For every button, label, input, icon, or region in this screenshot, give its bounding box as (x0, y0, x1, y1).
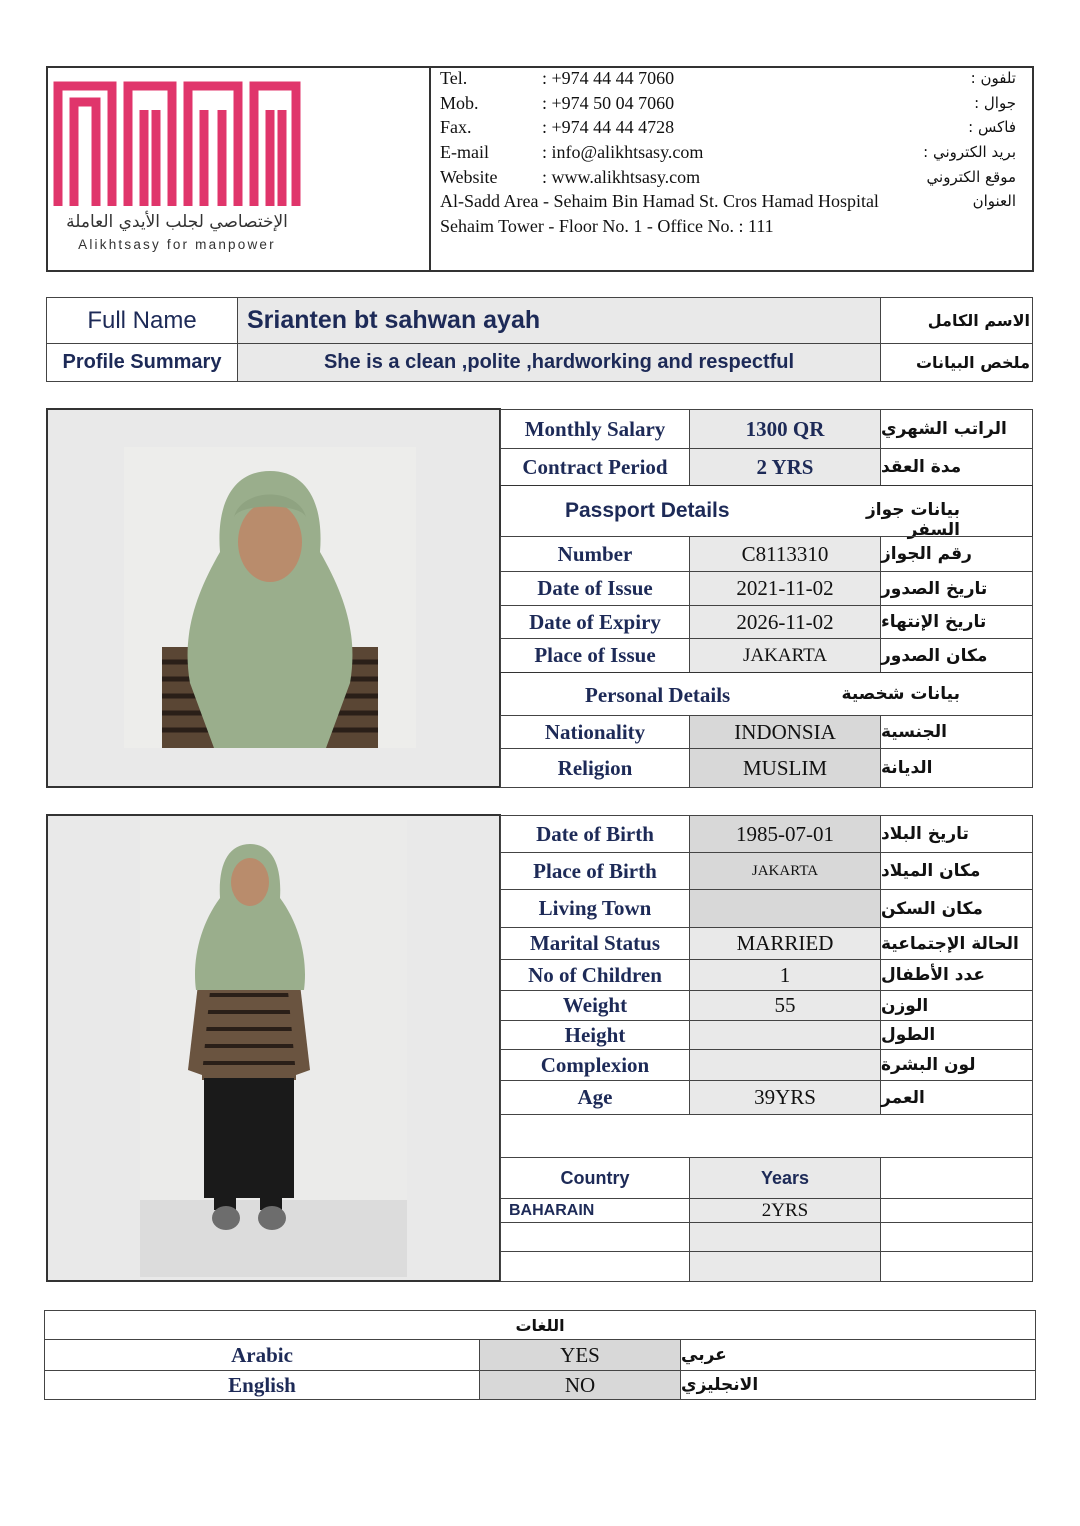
profile-summary-label: Profile Summary (46, 343, 238, 382)
nationality-value: INDONSIA (689, 715, 881, 749)
experience-years-1: 2YRS (689, 1198, 881, 1223)
experience-country-2 (500, 1222, 690, 1252)
experience-years-3 (689, 1251, 881, 1282)
candidate-portrait-photo (124, 447, 416, 748)
religion-value: MUSLIM (689, 748, 881, 788)
place-of-birth-label: Place of Birth (500, 852, 690, 890)
place-of-issue-label: Place of Issue (500, 638, 690, 673)
language-arabic-ar: عربي (680, 1339, 1036, 1371)
age-value: 39YRS (689, 1080, 881, 1115)
living-town-ar: مكان السكن (880, 889, 1033, 928)
language-english-ar: الانجليزي (680, 1370, 1036, 1400)
height-value (689, 1020, 881, 1050)
monthly-salary-value: 1300 QR (689, 409, 881, 449)
date-of-birth-value: 1985-07-01 (689, 815, 881, 853)
experience-country-header: Country (500, 1157, 690, 1199)
personal-details-title: Personal Details (585, 683, 731, 707)
complexion-label: Complexion (500, 1049, 690, 1081)
marital-status-ar: الحالة الإجتماعية (880, 927, 1033, 960)
full-name-value: Srianten bt sahwan ayah (237, 297, 881, 344)
marital-status-label: Marital Status (500, 927, 690, 960)
height-ar: الطول (880, 1020, 1033, 1050)
contact-mob-value: : +974 50 04 7060 (542, 93, 675, 113)
date-of-birth-ar: تاريخ البلاد (880, 815, 1033, 853)
place-of-birth-ar: مكان الميلاد (880, 852, 1033, 890)
experience-blank-1 (880, 1198, 1033, 1223)
passport-number-label: Number (500, 536, 690, 572)
contact-website-value[interactable]: : www.alikhtsasy.com (542, 167, 701, 187)
religion-ar: الديانة (880, 748, 1033, 788)
no-of-children-ar: عدد الأطفال (880, 959, 1033, 991)
contact-fax-value: : +974 44 44 4728 (542, 117, 675, 137)
experience-blank-3 (880, 1251, 1033, 1282)
passport-number-ar: رقم الجواز (880, 536, 1033, 572)
logo-english-text: Alikhtsasy for manpower (78, 237, 276, 252)
complexion-ar: لون البشرة (880, 1049, 1033, 1081)
place-of-birth-value: JAKARTA (689, 852, 881, 890)
place-of-issue-value: JAKARTA (689, 638, 881, 673)
monthly-salary-ar: الراتب الشهري (880, 409, 1033, 449)
date-of-issue-ar: تاريخ الصدور (880, 571, 1033, 606)
complexion-value (689, 1049, 881, 1081)
candidate-full-body-photo (140, 820, 407, 1277)
contact-tel-label: Tel. (440, 68, 468, 88)
experience-years-header: Years (689, 1157, 881, 1199)
header-divider (429, 66, 431, 272)
language-english-label: English (44, 1370, 480, 1400)
contact-email-value[interactable]: : info@alikhtsasy.com (542, 142, 704, 162)
blank-spacer-row (500, 1114, 1033, 1158)
nationality-ar: الجنسية (880, 715, 1033, 749)
address-line2: Sehaim Tower - Floor No. 1 - Office No. : 111 (440, 216, 774, 236)
contact-email-label: E-mail (440, 142, 489, 162)
living-town-value (689, 889, 881, 928)
no-of-children-value: 1 (689, 959, 881, 991)
language-arabic-label: Arabic (44, 1339, 480, 1371)
contact-website-ar: موقع الكتروني (926, 168, 1016, 186)
date-of-birth-label: Date of Birth (500, 815, 690, 853)
date-of-expiry-value: 2026-11-02 (689, 605, 881, 639)
contact-website-label: Website (440, 167, 498, 187)
contact-fax-ar: فاكس : (968, 118, 1016, 136)
no-of-children-label: No of Children (500, 959, 690, 991)
personal-details-title-ar: بيانات شخصية (841, 684, 960, 704)
language-arabic-value: YES (479, 1339, 681, 1371)
religion-label: Religion (500, 748, 690, 788)
monthly-salary-label: Monthly Salary (500, 409, 690, 449)
contact-mob-ar: جوال : (974, 94, 1016, 112)
passport-number-value: C8113310 (689, 536, 881, 572)
living-town-label: Living Town (500, 889, 690, 928)
passport-details-title: Passport Details (565, 499, 730, 522)
contact-mob-label: Mob. (440, 93, 479, 113)
weight-label: Weight (500, 990, 690, 1021)
marital-status-value: MARRIED (689, 927, 881, 960)
profile-summary-ar: ملخص البيانات (880, 343, 1033, 382)
address-ar: العنوان (972, 192, 1016, 210)
passport-details-title-ar: بيانات جواز السفر (866, 500, 960, 540)
logo-mark-icon (52, 80, 302, 210)
full-name-ar: الاسم الكامل (880, 297, 1033, 344)
date-of-issue-label: Date of Issue (500, 571, 690, 606)
experience-blank-header (880, 1157, 1033, 1199)
experience-country-3 (500, 1251, 690, 1282)
date-of-expiry-ar: تاريخ الإنتهاء (880, 605, 1033, 639)
full-name-label: Full Name (46, 297, 238, 344)
language-english-value: NO (479, 1370, 681, 1400)
contact-email-ar: بريد الكتروني : (923, 143, 1016, 161)
logo-arabic-text: الإختصاصي لجلب الأيدي العاملة (66, 212, 288, 232)
company-logo (52, 80, 302, 210)
experience-country-1: BAHARAIN (500, 1198, 690, 1223)
profile-summary-value: She is a clean ,polite ,hardworking and respectful (237, 343, 881, 382)
weight-value: 55 (689, 990, 881, 1021)
place-of-issue-ar: مكان الصدور (880, 638, 1033, 673)
date-of-expiry-label: Date of Expiry (500, 605, 690, 639)
contract-period-label: Contract Period (500, 448, 690, 486)
experience-blank-2 (880, 1222, 1033, 1252)
contract-period-ar: مدة العقد (880, 448, 1033, 486)
experience-years-2 (689, 1222, 881, 1252)
age-label: Age (500, 1080, 690, 1115)
languages-title: اللغات (44, 1310, 1036, 1340)
contract-period-value: 2 YRS (689, 448, 881, 486)
height-label: Height (500, 1020, 690, 1050)
date-of-issue-value: 2021-11-02 (689, 571, 881, 606)
age-ar: العمر (880, 1080, 1033, 1115)
nationality-label: Nationality (500, 715, 690, 749)
contact-fax-label: Fax. (440, 117, 472, 137)
contact-tel-value: : +974 44 44 7060 (542, 68, 675, 88)
weight-ar: الوزن (880, 990, 1033, 1021)
address-line1: Al-Sadd Area - Sehaim Bin Hamad St. Cros Hamad Hospital (440, 191, 879, 211)
contact-tel-ar: تلفون : (970, 69, 1016, 87)
